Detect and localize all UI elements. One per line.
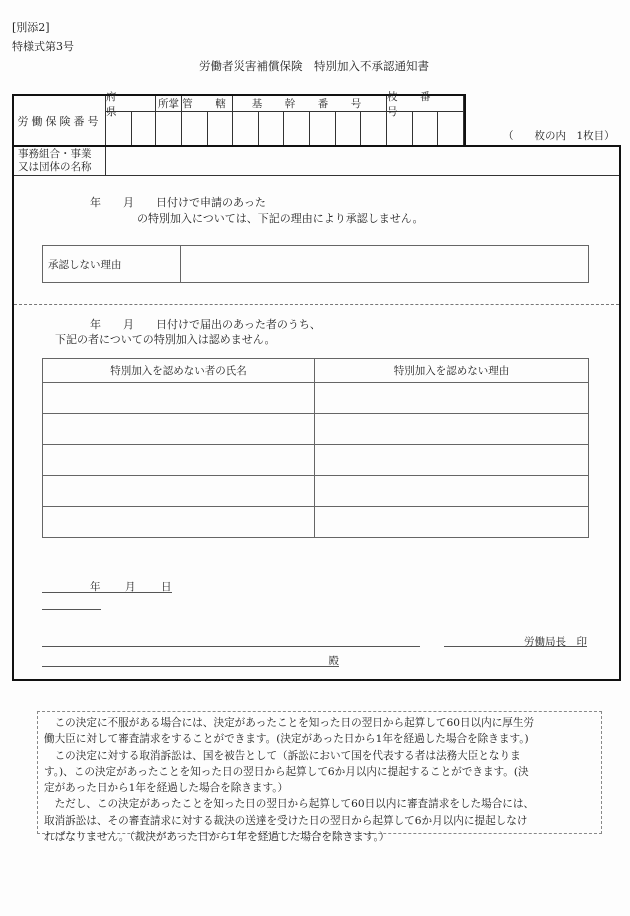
- section-divider: [14, 304, 619, 305]
- notice-line: この決定に不服がある場合には、決定があったことを知った日の翌日から起算して60日以内に厚生労: [44, 717, 535, 729]
- organization-label-line1: 事務組合・事業: [18, 148, 92, 160]
- denial-reason-cell[interactable]: [315, 507, 589, 538]
- organization-name-field[interactable]: [107, 147, 619, 175]
- insurance-number-digit[interactable]: [106, 112, 132, 145]
- insurance-number-digit[interactable]: [132, 112, 156, 145]
- office-header: 管 轄: [182, 98, 232, 110]
- insurance-number-digit[interactable]: [182, 112, 208, 145]
- rejection-reason-label: 承認しない理由: [42, 245, 181, 283]
- notice-line: 働大臣に対して審査請求をすることができます。(決定があった日から1年を経過した場合を除きます。): [44, 733, 529, 746]
- denied-persons-table: [42, 358, 589, 538]
- denial-statement: 下記の者についての特別加入は認めません。: [55, 333, 276, 346]
- column-header-name: 特別加入を認めない者の氏名: [43, 359, 315, 383]
- branch-number-header: 枝 番 号: [387, 96, 464, 112]
- application-date-sentence: 年 月 日付けで申請のあった: [90, 196, 266, 209]
- person-name-cell[interactable]: [43, 445, 315, 476]
- page-count: （ 枚の内 1枚目）: [503, 130, 615, 142]
- person-name-cell[interactable]: [43, 476, 315, 507]
- denial-reason-cell[interactable]: [315, 414, 589, 445]
- recipient-organization-field[interactable]: [42, 646, 420, 647]
- insurance-number-digit[interactable]: [156, 112, 182, 145]
- rejection-reason-field[interactable]: [182, 246, 588, 282]
- form-number: 特様式第3号: [12, 40, 74, 53]
- denial-reason-cell[interactable]: [315, 476, 589, 507]
- insurance-number-digit[interactable]: [387, 112, 413, 145]
- date-day-label: 日: [161, 581, 172, 593]
- organization-label-line2: 又は団体の名称: [18, 161, 92, 173]
- insurance-number-digit[interactable]: [284, 112, 310, 145]
- insurance-number-digit[interactable]: [259, 112, 284, 145]
- denial-reason-cell[interactable]: [315, 383, 589, 414]
- table-row: [43, 414, 589, 445]
- denial-reason-cell[interactable]: [315, 445, 589, 476]
- table-header-row: [43, 359, 589, 383]
- jurisdiction-type-header: 所掌: [156, 96, 182, 112]
- notice-line: ただし、この決定があったことを知った日の翌日から起算して60日以内に審査請求をした場合には、: [44, 798, 535, 811]
- notice-line: 取消訴訟は、その審査請求に対する裁決の送達を受けた日の翌日から起算して6か月以内に提起しなけ: [44, 814, 528, 827]
- insurance-number-digit[interactable]: [336, 112, 361, 145]
- person-name-cell[interactable]: [43, 414, 315, 445]
- notice-line: ればなりません。（裁決があった日から1年を経過した場合を除きます。）: [44, 831, 390, 844]
- document-title: 労働者災害補償保険 特別加入不承認通知書: [199, 59, 429, 73]
- base-number-header: 基 幹 番 号: [233, 96, 387, 112]
- person-name-cell[interactable]: [43, 507, 315, 538]
- organization-label: [14, 147, 106, 176]
- table-row: [43, 383, 589, 414]
- prefecture-header: 府 県: [106, 96, 156, 112]
- issue-date-field[interactable]: [42, 579, 172, 593]
- insurance-number-digit[interactable]: [413, 112, 438, 145]
- insurance-number-digit[interactable]: [233, 112, 259, 145]
- recipient-name-field[interactable]: 殿: [42, 653, 339, 667]
- notice-line: 定があった日から1年を経過した場合を除きます。）: [44, 782, 289, 795]
- column-header-reason: 特別加入を認めない理由: [315, 359, 589, 383]
- insurance-number-digit[interactable]: [310, 112, 336, 145]
- insurance-number-digit[interactable]: [208, 112, 233, 145]
- person-name-cell[interactable]: [43, 383, 315, 414]
- issuer-signature-field[interactable]: 労働局長 印: [444, 634, 587, 647]
- insurance-number-digit[interactable]: [438, 112, 464, 145]
- date-year-label: 年: [90, 581, 101, 593]
- divider: [14, 175, 619, 176]
- notice-line: す。)、この決定があったことを知った日の翌日から起算して6か月以内に提起することができます。(決: [44, 765, 529, 778]
- document-number-field[interactable]: [42, 609, 101, 610]
- table-row: [43, 507, 589, 538]
- table-row: [43, 445, 589, 476]
- notification-date-sentence: 年 月 日付けで届出のあった者のうち、: [90, 318, 321, 331]
- attachment-label: [別添2]: [12, 21, 50, 34]
- table-row: [43, 476, 589, 507]
- insurance-number-label: 労働保険番号: [14, 96, 106, 145]
- rejection-statement: の特別加入については、下記の理由により承認しません。: [137, 212, 424, 225]
- appeal-notice: [37, 711, 602, 844]
- date-month-label: 月: [125, 581, 136, 593]
- notice-line: この決定に対する取消訴訟は、国を被告として（訴訟において国を代表する者は法務大臣となりま: [44, 749, 521, 762]
- insurance-number-digit[interactable]: [361, 112, 387, 145]
